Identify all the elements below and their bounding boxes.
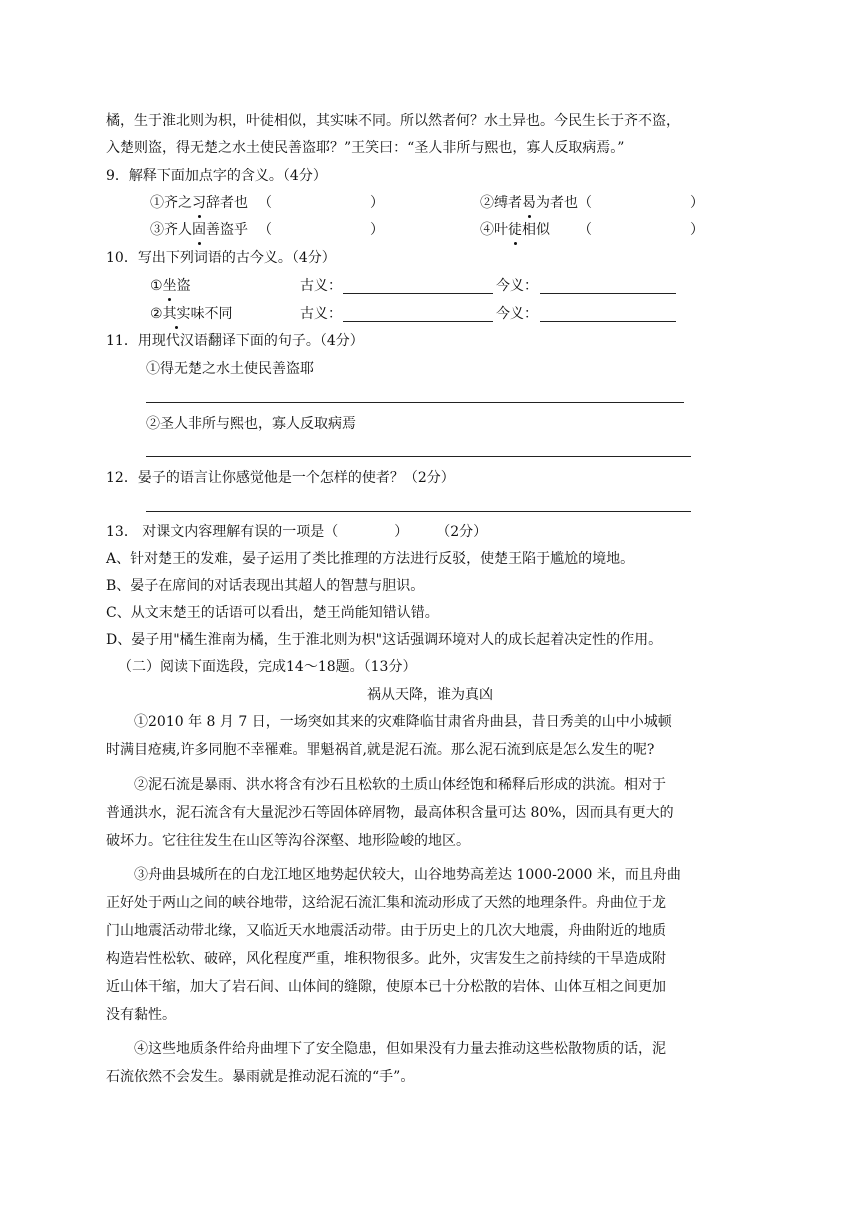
q9-item-3: ③齐人固善盗乎 （ ）: [150, 222, 384, 238]
article-line: ①2010 年 8 月 7 日，一场突如其来的灾难降临甘肃省舟曲县，昔日秀美的山中小城顿: [134, 714, 672, 730]
q10-item-2-ancient-blank[interactable]: [343, 321, 493, 322]
q13-option-d: D、晏子用"橘生淮南为橘，生于淮北则为枳"这话强调环境对人的成长起着决定性的作用。: [106, 632, 663, 648]
article-line: ④这些地质条件给舟曲埋下了安全隐患，但如果没有力量去推动这些松散物质的话，泥: [134, 1041, 666, 1057]
passage-line: 橘，生于淮北则为枳，叶徒相似，其实味不同。所以然者何？水土异也。今民生长于齐不盗，: [106, 113, 680, 129]
article-line: ③舟曲县城所在的白龙江地区地势起伏较大，山谷地势高差达 1000-2000 米，而且舟曲: [134, 867, 681, 883]
article-line: ②泥石流是暴雨、洪水将含有沙石且松软的土质山体经饱和稀释后形成的洪流。相对于: [134, 777, 666, 793]
q10-item-1-term: ①坐盗: [150, 278, 191, 294]
article-line: 没有黏性。: [106, 1007, 176, 1023]
question-9-title: 9．解释下面加点字的含义。（4分）: [106, 168, 327, 184]
q13-option-c: C、从文末楚王的话语可以看出，楚王尚能知错认错。: [106, 605, 439, 621]
q11-sentence-2: ②圣人非所与熙也，寡人反取病焉: [146, 416, 356, 432]
article-line: 时满目疮痍,许多同胞不幸罹难。罪魁祸首,就是泥石流。那么泥石流到底是怎么发生的呢?: [106, 742, 655, 758]
article-line: 普通洪水，泥石流含有大量泥沙石等固体碎屑物，最高体积含量可达 80%，因而具有更大的: [106, 805, 674, 821]
article-line: 近山体干缩，加大了岩石间、山体间的缝隙，使原本已十分松散的岩体、山体互相之间更加: [106, 979, 666, 995]
question-11-title: 11．用现代汉语翻译下面的句子。（4分）: [106, 333, 364, 349]
q9-item-4: ④叶徒相似 （ ）: [480, 222, 704, 238]
q12-answer-line[interactable]: [146, 511, 691, 512]
q13-option-b: B、晏子在席间的对话表现出其超人的智慧与胆识。: [106, 578, 425, 594]
q10-item-1-modern-blank[interactable]: [540, 293, 676, 294]
article-line: 正好处于两山之间的峡谷地带，这给泥石流汇集和流动形成了天然的地理条件。舟曲位于龙: [106, 895, 666, 911]
passage-line: 入楚则盗，得无楚之水土使民善盗耶？”王笑曰：“圣人非所与熙也，寡人反取病焉。”: [106, 140, 625, 156]
q9-item-2: ②缚者曷为者也（ ）: [480, 195, 704, 211]
question-10-title: 10．写出下列词语的古今义。（4分）: [106, 250, 336, 266]
q10-item-1-ancient-label: 古义：: [300, 278, 342, 294]
q10-item-1-modern-label: 今义：: [496, 278, 538, 294]
q10-item-2-term: ②其实味不同: [150, 306, 233, 322]
q11-answer-line-1[interactable]: [146, 402, 684, 403]
article-line: 构造岩性松软、破碎，风化程度严重，堆积物很多。此外，灾害发生之前持续的干旱造成附: [106, 951, 666, 967]
q11-sentence-1: ①得无楚之水土使民善盗耶: [146, 361, 314, 377]
question-13-title: 13． 对课文内容理解有误的一项是（ ） （2分）: [106, 524, 488, 540]
article-line: 破坏力。它往往发生在山区等沟谷深壑、地形险峻的地区。: [106, 833, 470, 849]
q10-item-2-modern-blank[interactable]: [540, 321, 676, 322]
article-line: 石流依然不会发生。暴雨就是推动泥石流的“手”。: [106, 1069, 415, 1085]
q11-answer-line-2[interactable]: [146, 456, 691, 457]
q13-option-a: A、针对楚王的发难，晏子运用了类比推理的方法进行反驳，使楚王陷于尴尬的境地。: [106, 551, 635, 567]
article-title: 祸从天降，谁为真凶: [367, 687, 493, 703]
q9-item-1: ①齐之习辞者也 （ ）: [150, 195, 384, 211]
section-2-heading: （二）阅读下面选段，完成14～18题。（13分）: [118, 659, 417, 675]
question-12-title: 12．晏子的语言让你感觉他是一个怎样的使者？（2分）: [106, 470, 455, 486]
article-line: 门山地震活动带北缘，又临近天水地震活动带。由于历史上的几次大地震，舟曲附近的地质: [106, 923, 666, 939]
q10-item-2-modern-label: 今义：: [496, 306, 538, 322]
q10-item-2-ancient-label: 古义：: [300, 306, 342, 322]
q10-item-1-ancient-blank[interactable]: [343, 293, 493, 294]
